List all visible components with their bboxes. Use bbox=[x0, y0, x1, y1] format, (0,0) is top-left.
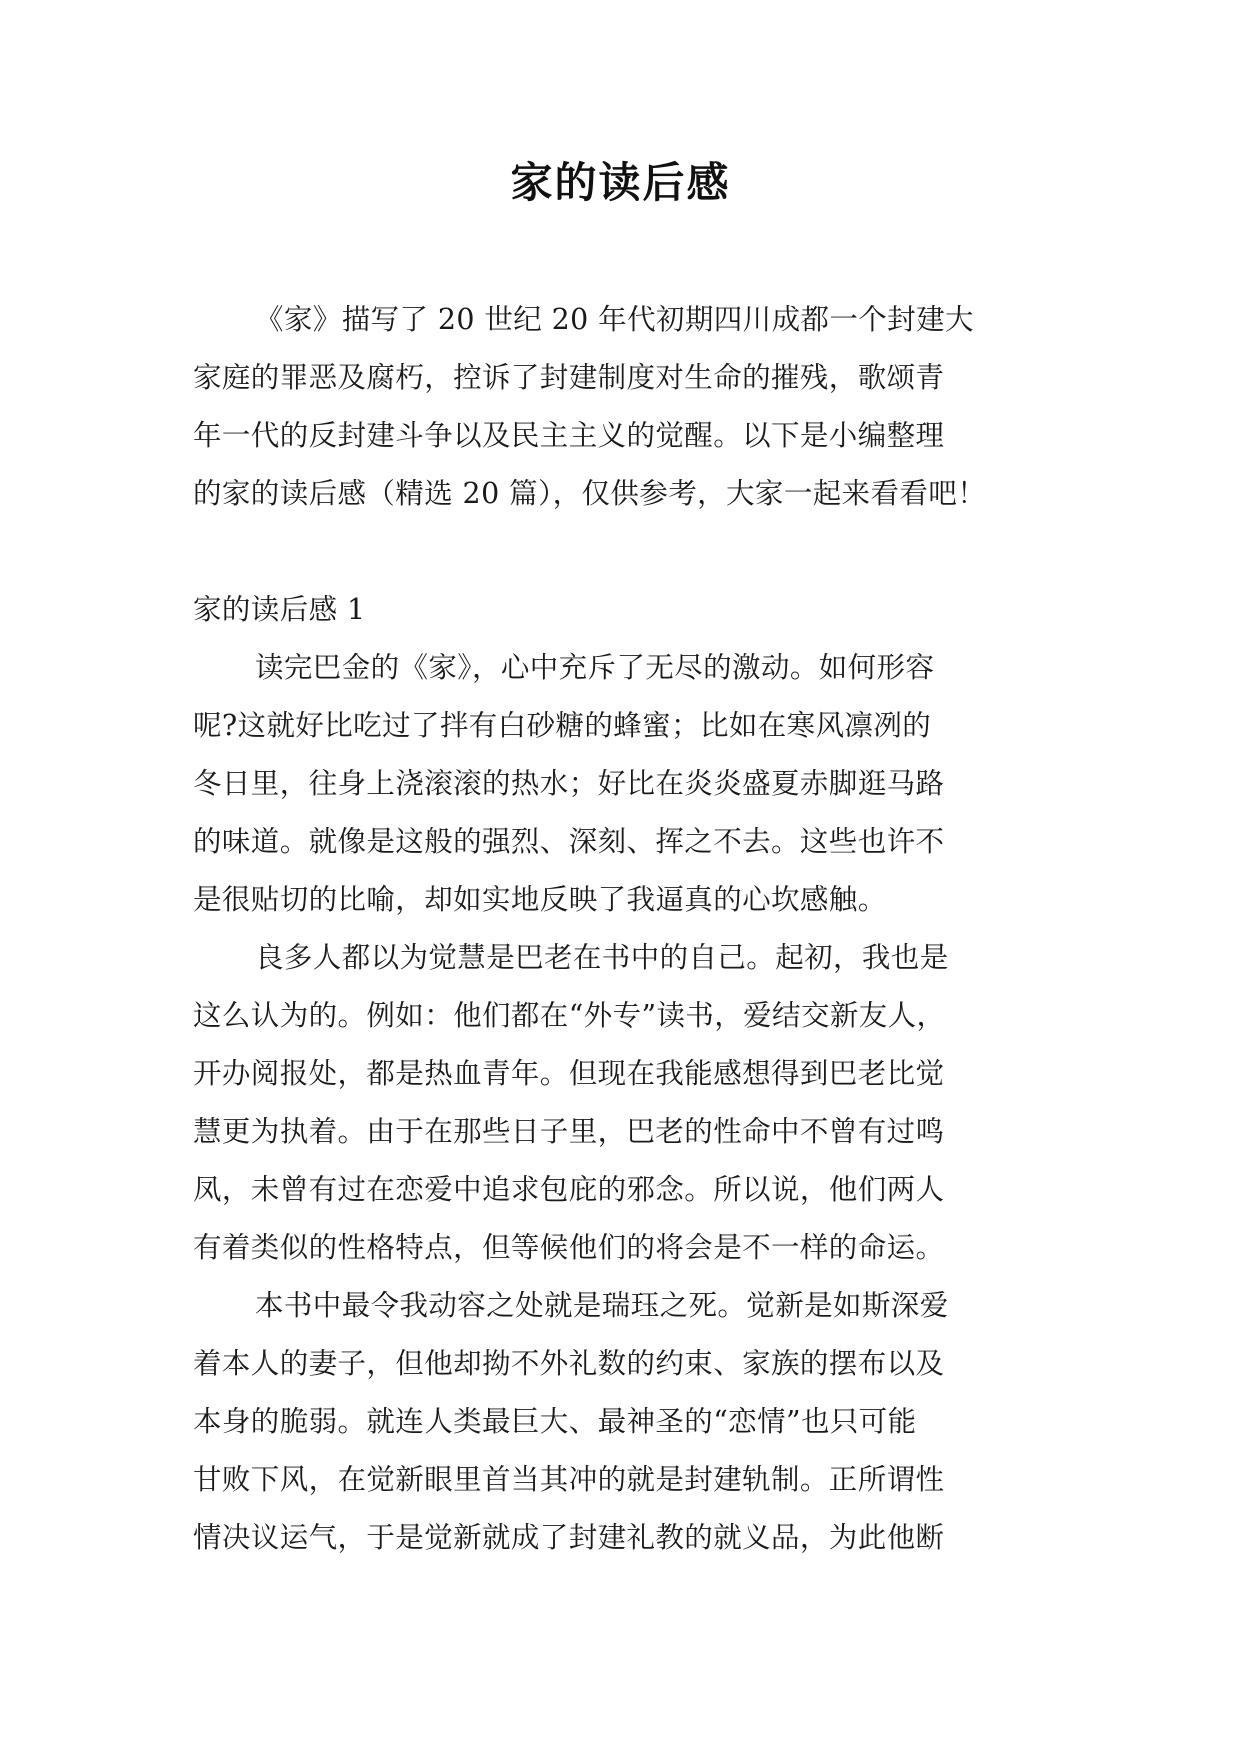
paragraph-1 bbox=[193, 639, 1055, 929]
paragraph-line: 本书中最令我动容之处就是瑞珏之死。觉新是如斯深爱 bbox=[255, 1289, 949, 1322]
document-title: 家的读后感 bbox=[510, 158, 731, 207]
paragraph-line: 慧更为执着。由于在那些日子里，巴老的性命中不曾有过鸣 bbox=[193, 1115, 945, 1148]
intro-line: 的家的读后感（精选 20 篇），仅供参考，大家一起来看看吧！ bbox=[193, 477, 987, 510]
paragraph-line: 的味道。就像是这般的强烈、深刻、挥之不去。这些也许不 bbox=[193, 825, 945, 858]
paragraph-2 bbox=[193, 929, 1055, 1277]
paragraph-line: 凤，未曾有过在恋爱中追求包庇的邪念。所以说，他们两人 bbox=[193, 1173, 945, 1206]
paragraph-line: 甘败下风，在觉新眼里首当其冲的就是封建轨制。正所谓性 bbox=[193, 1463, 945, 1496]
paragraph-line: 着本人的妻子，但他却拗不外礼数的约束、家族的摆布以及 bbox=[193, 1347, 945, 1380]
paragraph-line: 良多人都以为觉慧是巴老在书中的自己。起初，我也是 bbox=[255, 941, 949, 974]
paragraph-line: 读完巴金的《家》，心中充斥了无尽的激动。如何形容 bbox=[255, 651, 935, 684]
intro-line: 年一代的反封建斗争以及民主主义的觉醒。以下是小编整理 bbox=[193, 419, 945, 452]
paragraph-line: 本身的脆弱。就连人类最巨大、最神圣的“恋情”也只可能 bbox=[193, 1405, 917, 1438]
section-heading: 家的读后感 1 bbox=[193, 593, 366, 626]
paragraph-3 bbox=[193, 1277, 1055, 1567]
intro-paragraph bbox=[193, 291, 1055, 523]
paragraph-line: 有着类似的性格特点，但等候他们的将会是不一样的命运。 bbox=[193, 1231, 945, 1264]
paragraph-line: 情决议运气，于是觉新就成了封建礼教的就义品，为此他断 bbox=[193, 1521, 945, 1554]
paragraph-line: 开办阅报处，都是热血青年。但现在我能感想得到巴老比觉 bbox=[193, 1057, 945, 1090]
paragraph-line: 呢?这就好比吃过了拌有白砂糖的蜂蜜；比如在寒风凛冽的 bbox=[193, 709, 932, 742]
essay-section bbox=[193, 581, 1055, 1567]
intro-line: 家庭的罪恶及腐朽，控诉了封建制度对生命的摧残，歌颂青 bbox=[193, 361, 945, 394]
paragraph-line: 这么认为的。例如：他们都在“外专”读书，爱结交新友人， bbox=[193, 999, 946, 1032]
intro-line: 《家》描写了 20 世纪 20 年代初期四川成都一个封建大 bbox=[255, 303, 974, 336]
paragraph-line: 冬日里，往身上浇滚滚的热水；好比在炎炎盛夏赤脚逛马路 bbox=[193, 767, 945, 800]
paragraph-line: 是很贴切的比喻，却如实地反映了我逼真的心坎感触。 bbox=[193, 883, 887, 916]
